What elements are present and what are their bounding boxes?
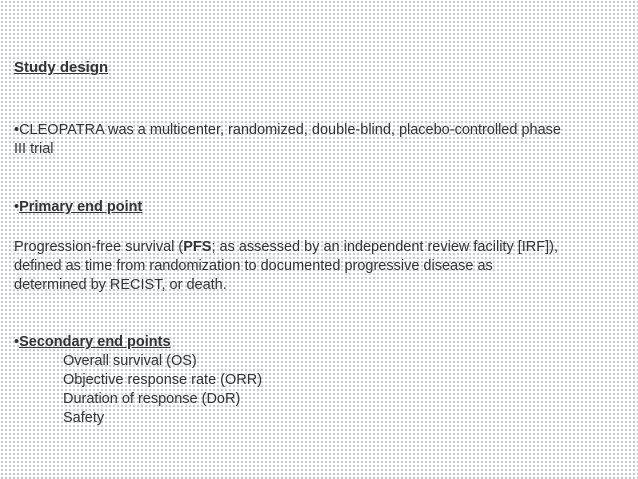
primary-heading: Primary end point	[19, 199, 143, 215]
design-line-2: III trial	[14, 141, 54, 157]
slide-title: Study design	[14, 59, 109, 76]
primary-text-pre: Progression-free survival (	[14, 239, 184, 255]
secondary-item: Overall survival (OS)	[63, 353, 197, 369]
secondary-item: Objective response rate (ORR)	[63, 372, 263, 388]
bullet: •	[14, 122, 20, 138]
bullet: •	[14, 334, 20, 350]
secondary-item: Duration of response (DoR)	[63, 391, 241, 407]
pfs-abbrev: PFS	[183, 239, 212, 255]
primary-line-2: defined as time from randomization to documented progressive disease as	[14, 258, 493, 274]
design-line-1	[14, 121, 561, 139]
design-text-1: CLEOPATRA was a multicenter, randomized, double-blind, placebo-controlled phase	[19, 122, 561, 138]
secondary-item: Safety	[63, 410, 105, 426]
secondary-heading-line	[14, 333, 171, 351]
primary-text-post: ; as assessed by an independent review facility [IRF]),	[211, 239, 558, 255]
primary-line-1	[14, 238, 558, 256]
primary-heading-line	[14, 198, 142, 216]
secondary-heading: Secondary end points	[19, 334, 171, 350]
primary-line-3: determined by RECIST, or death.	[14, 277, 227, 293]
bullet: •	[14, 199, 20, 215]
